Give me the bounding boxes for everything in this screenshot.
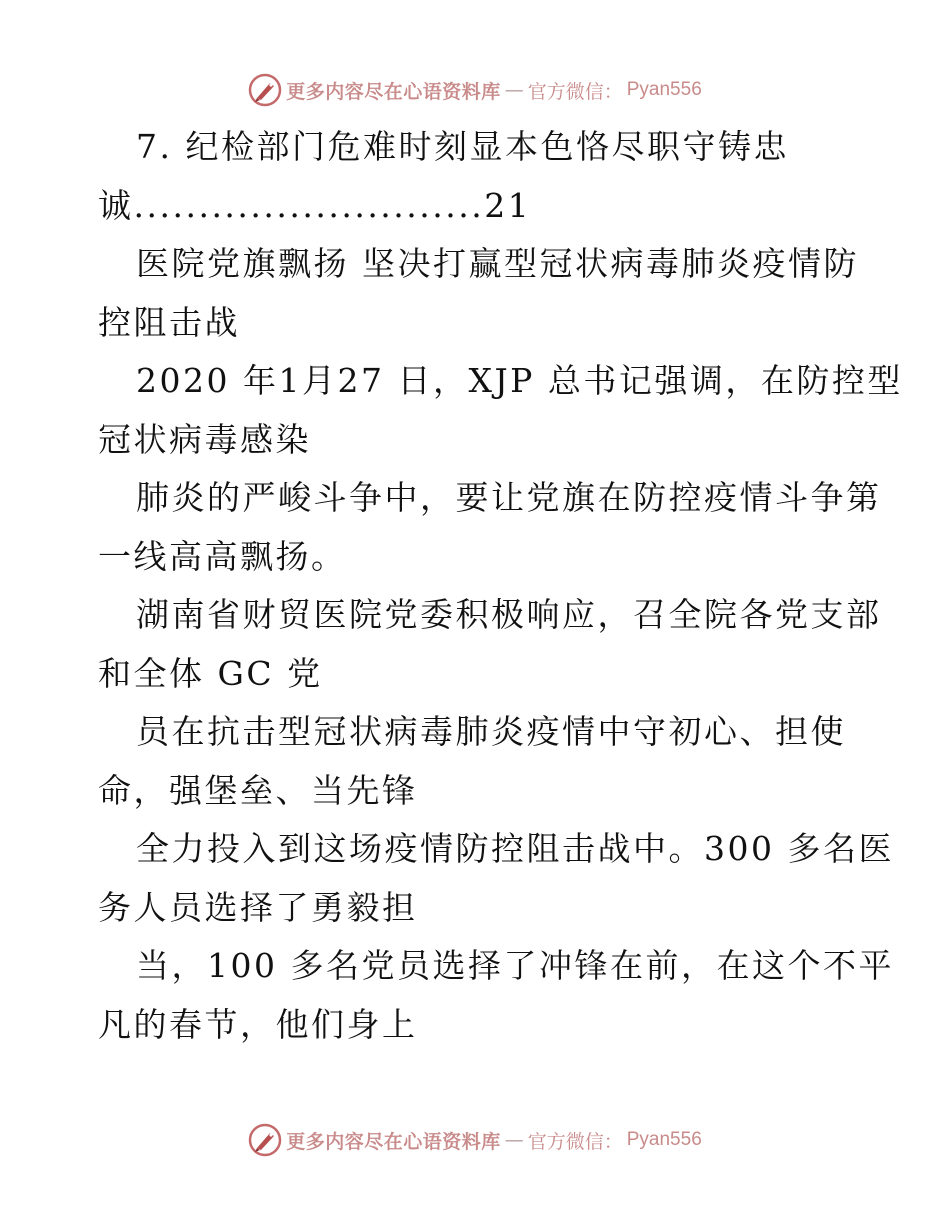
watermark-text: 更多内容尽在心语资料库 [286, 80, 501, 103]
paragraph-line: 务人员选择了勇毅担 [98, 887, 418, 927]
paragraph-line: 一线高高飘扬。 [98, 536, 347, 576]
paragraph-line: 凡的春节，他们身上 [98, 1004, 418, 1044]
toc-entry-line-2: 诚...........................21 [98, 185, 532, 225]
paragraph-line: 员在抗击型冠状病毒肺炎疫情中守初心、担使 [136, 712, 846, 751]
footer-watermark [0, 1120, 950, 1160]
paragraph-line: 冠状病毒感染 [98, 419, 311, 459]
paragraph-line: 当，100 多名党员选择了冲锋在前，在这个不平 [136, 946, 894, 985]
watermark-handle: Pyan556 [626, 79, 702, 100]
watermark-handle: Pyan556 [626, 1129, 702, 1150]
paragraph-line: 2020 年1月27 日，XJP 总书记强调，在防控型 [136, 361, 903, 400]
watermark-contact-label: 官方微信： [527, 80, 623, 103]
header-watermark [0, 70, 950, 110]
document-body [98, 118, 903, 1054]
toc-entry-line-1: 7. 纪检部门危难时刻显本色恪尽职守铸忠 [136, 127, 789, 166]
watermark-separator: — [504, 79, 524, 101]
article-title-line-1: 医院党旗飘扬 坚决打赢型冠状病毒肺炎疫情防 [136, 244, 859, 283]
watermark-contact-label: 官方微信： [527, 1130, 623, 1153]
paragraph-line: 湖南省财贸医院党委积极响应，召全院各党支部 [136, 595, 882, 634]
article-title-line-2: 控阻击战 [98, 302, 240, 342]
pen-nib-logo-icon [248, 73, 282, 107]
paragraph-line: 命，强堡垒、当先锋 [98, 770, 418, 810]
paragraph-line: 全力投入到这场疫情防控阻击战中。300 多名医 [136, 829, 894, 868]
pen-nib-logo-icon [248, 1123, 282, 1157]
paragraph-line: 肺炎的严峻斗争中，要让党旗在防控疫情斗争第 [136, 478, 882, 517]
watermark-text: 更多内容尽在心语资料库 [286, 1130, 501, 1153]
watermark-separator: — [504, 1129, 524, 1151]
paragraph-line: 和全体 GC 党 [98, 653, 323, 693]
